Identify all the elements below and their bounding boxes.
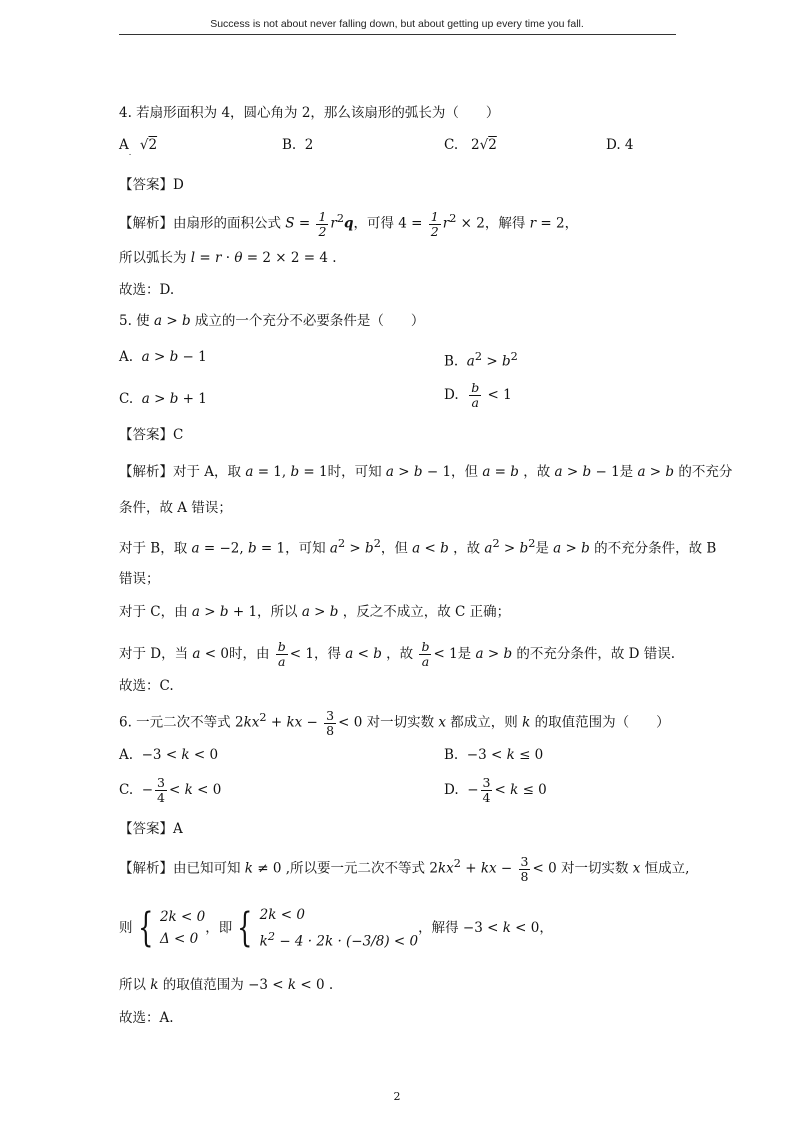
q4-option-d: D. 4 [606,137,634,153]
q4-choose: 故选：D. [119,282,175,298]
page-header: Success is not about never falling down, but about getting up every time you fall. [210,18,584,30]
q5-answer: 【答案】C [119,427,184,443]
q5-option-a: A. a > b − 1 [119,349,207,365]
q5-option-c: C. a > b + 1 [119,391,207,407]
q5-analysis-line1: 【解析】对于 A，取 a = 1, b = 1时，可知 a > b − 1，但 a = b ，故 a > b − 1是 a > b 的不充分 [119,464,733,480]
q6-option-b: B. −3 < k ≤ 0 [444,747,544,763]
q4-option-a: $A_.$ √2 [119,137,158,157]
q5-stem: 5. 使 a > b 成立的一个充分不必要条件是（ ） [119,313,425,329]
q6-choose: 故选：A. [119,1010,174,1026]
page-number: 2 [393,1090,401,1103]
q6-option-a: A. −3 < k < 0 [119,747,219,763]
q4-stem: 4. 若扇形面积为 4，圆心角为 2，那么该扇形的弧长为（ ） [119,105,500,121]
q4-analysis-line1: 【解析】由扇形的面积公式 S = $\frac{1}{2}$ $r^2q$，可得 4 = $\frac{1}{2}$ $r^2 \times 2$，解得 r = 2， [119,208,579,239]
q5-analysis-line4: 错误； [119,571,160,587]
q5-analysis-line3: 对于 B，取 a = −2, b = 1，可知 $a^2 > b^2$，但 a < b ，故 $a^2 > b^2$是 a > b 的不充分条件，故 B [119,537,717,557]
q6-stem: 6. 一元二次不等式 $2kx^2$ + kx − $\frac{3}{8}$ < 0 对一切实数 x 都成立，则 k 的取值范围为（ ） [119,707,670,738]
q4-answer: 【答案】D [119,177,184,193]
header-rule [119,34,676,35]
q6-option-c: C. − $\frac{3}{4}$ < k < 0 [119,775,222,805]
q5-option-b: B. $a^2 > b^2$ [444,350,518,370]
q5-analysis-line6: 对于 D，当 a < 0时，由 $\frac{b}{a}$ < 1，得 a < b ，故 $\frac{b}{a}$ < 1是 a > b 的不充分条件，故 D 错误. [119,639,676,669]
q4-analysis-line2: 所以弧长为 l = r · θ = 2 × 2 = 4 . [119,250,337,266]
q6-analysis-line2: 则 { 2k < 0 Δ < 0 ，即 { 2k < 0 $k^2 - 4 \cdot 2k \cdot (-3/8) < 0$ ，解得 −3 < k < 0， [119,905,553,952]
q6-option-d: D. − $\frac{3}{4}$ < k ≤ 0 [444,775,547,805]
q6-analysis-line3: 所以 k 的取值范围为 −3 < k < 0 . [119,977,334,993]
q4-option-c: C. 2√2 [444,137,497,153]
q4-option-b: B. 2 [282,137,314,153]
q6-answer: 【答案】A [119,821,183,837]
q6-analysis-line1: 【解析】由已知可知 k ≠ 0 ,所以要一元二次不等式 $2kx^2$ + kx − $\frac{3}{8}$ < 0 对一切实数 x 恒成立, [119,853,690,884]
q5-analysis-line2: 条件，故 A 错误； [119,500,232,516]
q5-choose: 故选：C. [119,678,174,694]
q5-option-d: D. $\frac{b}{a}$ < 1 [444,380,512,410]
q5-analysis-line5: 对于 C，由 a > b + 1，所以 a > b ，反之不成立，故 C 正确； [119,604,511,620]
